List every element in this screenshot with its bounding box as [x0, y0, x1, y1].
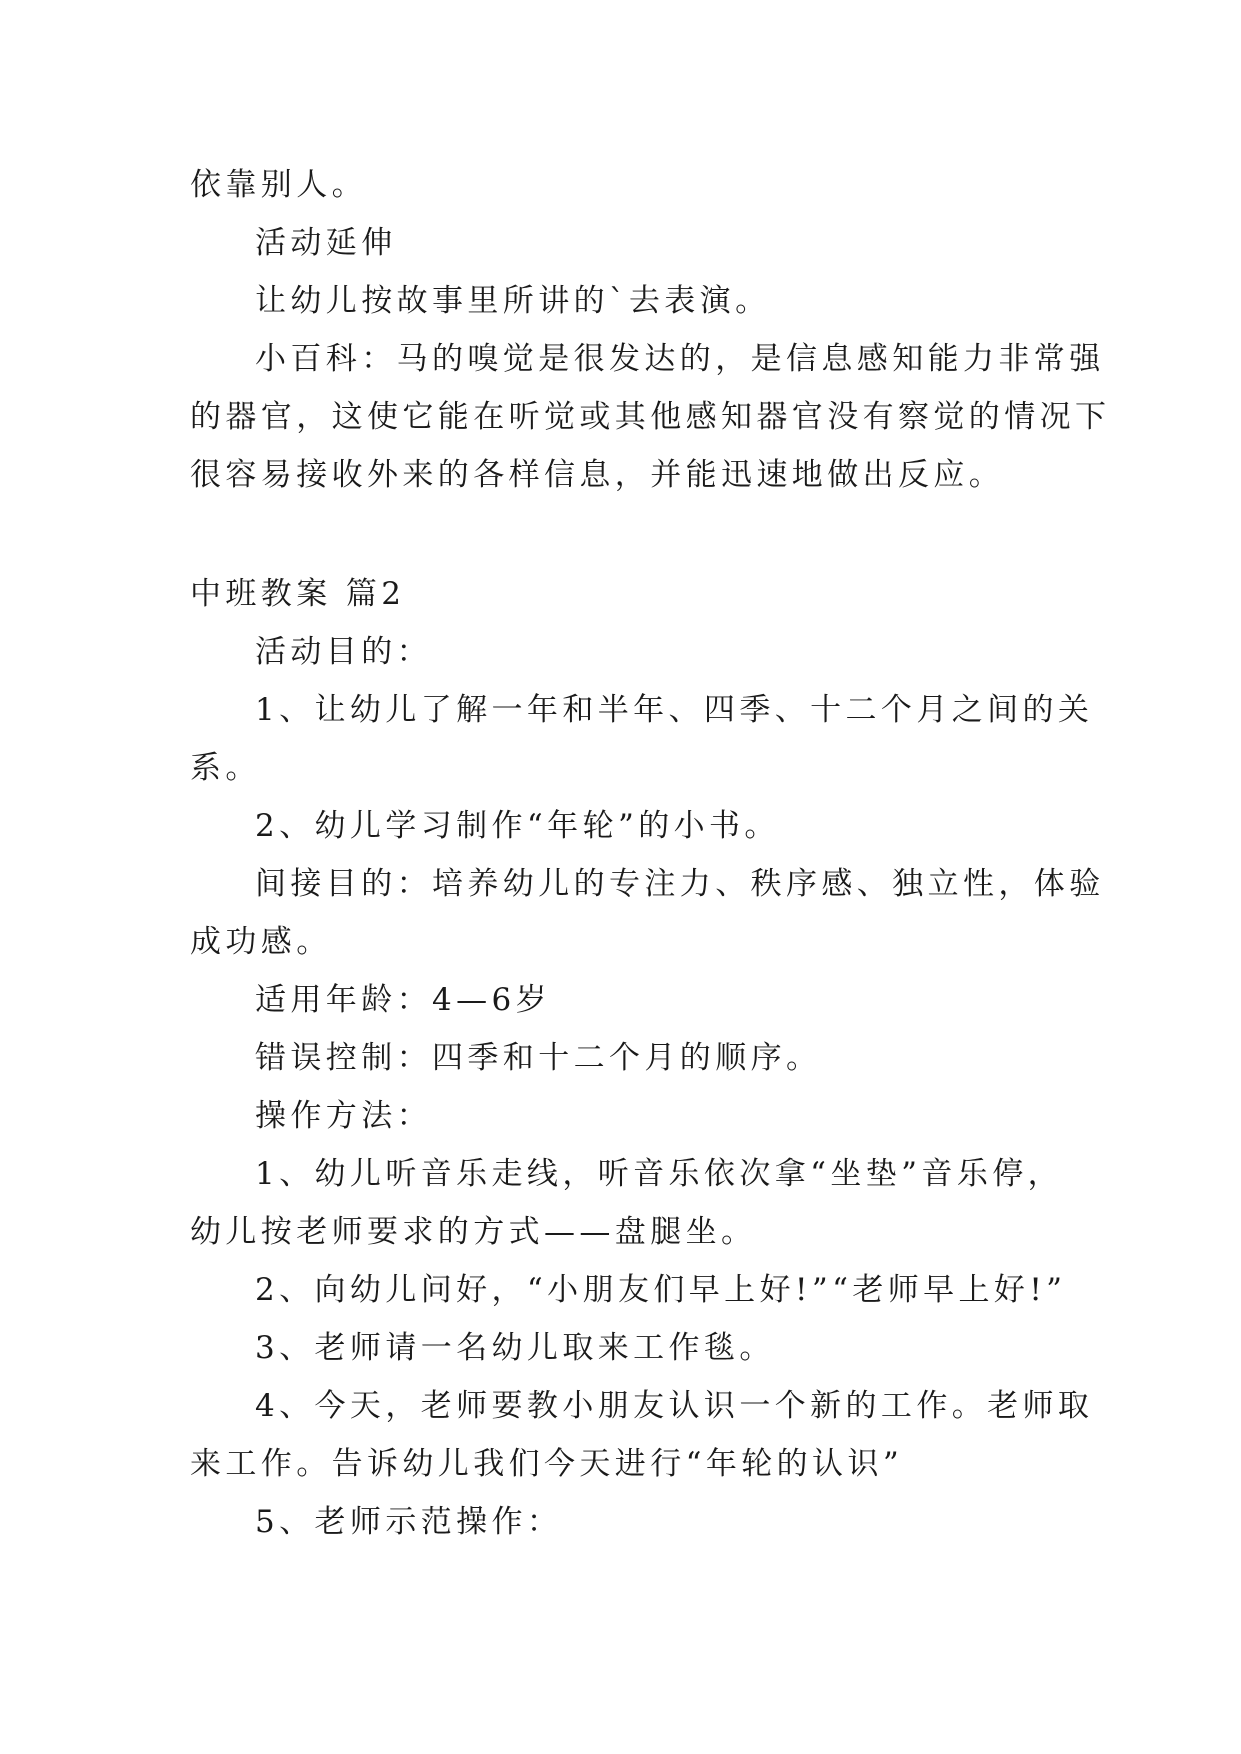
text-line: 活动延伸 [255, 225, 397, 261]
text-line: 5、老师示范操作： [255, 1504, 563, 1540]
text-line: 适用年龄：4—6岁 [255, 982, 552, 1018]
text-line: 让幼儿按故事里所讲的`去表演。 [255, 283, 771, 319]
text-line: 活动目的： [255, 634, 432, 670]
text-line: 1、让幼儿了解一年和半年、四季、十二个月之间的关 [255, 692, 1094, 728]
text-line: 4、今天，老师要教小朋友认识一个新的工作。老师取 [255, 1388, 1094, 1424]
text-line: 来工作。告诉幼儿我们今天进行“年轮的认识” [190, 1446, 904, 1482]
text-line: 幼儿按老师要求的方式——盘腿坐。 [190, 1214, 757, 1250]
text-line: 2、幼儿学习制作“年轮”的小书。 [255, 808, 780, 844]
section-heading: 中班教案 篇2 [190, 576, 406, 612]
text-line: 小百科：马的嗅觉是很发达的，是信息感知能力非常强 [255, 341, 1105, 377]
text-line: 2、向幼儿问好，“小朋友们早上好!”“老师早上好!” [255, 1272, 1067, 1308]
text-line: 系。 [190, 750, 261, 786]
text-line: 的器官，这使它能在听觉或其他感知器官没有察觉的情况下 [190, 399, 1111, 435]
text-line: 1、幼儿听音乐走线，听音乐依次拿“坐垫”音乐停， [255, 1156, 1064, 1192]
text-line: 成功感。 [190, 924, 332, 960]
text-line: 依靠别人。 [190, 167, 367, 203]
text-line: 操作方法： [255, 1098, 432, 1134]
text-line: 很容易接收外来的各样信息，并能迅速地做出反应。 [190, 457, 1005, 493]
text-line: 3、老师请一名幼儿取来工作毯。 [255, 1330, 775, 1366]
text-line: 错误控制：四季和十二个月的顺序。 [255, 1040, 822, 1076]
text-line: 间接目的：培养幼儿的专注力、秩序感、独立性，体验 [255, 866, 1105, 902]
